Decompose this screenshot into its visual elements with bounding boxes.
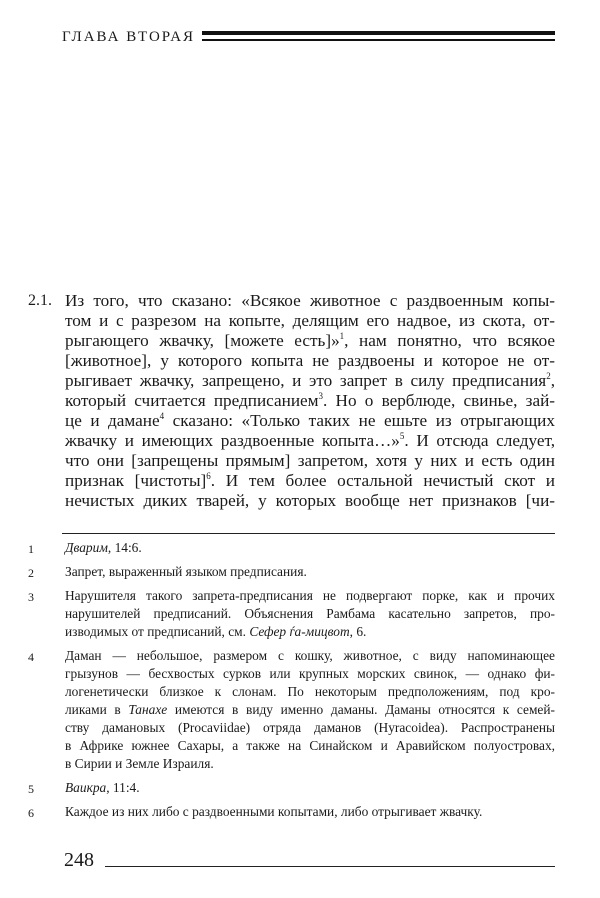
text-segment: . Но о верблюде, свинье, зай- [323,391,555,410]
text-segment: Сефер ѓа-мицвот [249,624,350,639]
footnote [28,803,555,821]
footnote-number: 5 [28,782,34,796]
text-line [65,719,555,737]
text-segment: нарушителей предписаний. Объяснения Рамбама касательно запретов, про- [65,606,555,621]
footnote-number: 4 [28,650,34,664]
footnotes [28,539,555,827]
text-segment: . И тем более остальной нечистый скот и [210,471,555,490]
footnote-number: 2 [28,566,34,580]
text-line [65,563,555,581]
text-segment: жвачку и имеющих раздвоенные копыта…» [65,431,400,450]
footnote-ref: 4 [159,411,165,421]
text-line [65,539,555,557]
text-line [65,737,555,755]
text-segment: [животное], у которого копыта не раздвоены и которое не от- [65,351,555,370]
footnote-number: 6 [28,806,34,820]
footnote-ref: 5 [399,431,405,441]
text-segment: в Сирии и Земле Израиля. [65,756,214,771]
footnote [28,647,555,773]
text-line [65,683,555,701]
text-line [65,431,555,451]
text-segment: . И отсюда следует, [404,431,555,450]
text-line [65,411,555,431]
text-line [65,647,555,665]
text-segment: ликами в [65,702,129,717]
text-segment: признак [чистоты] [65,471,207,490]
footnote-ref: 1 [339,331,345,341]
text-segment: что они [запрещены прямым] запретом, хотя у них и есть один [65,451,555,470]
footnote [28,587,555,641]
text-line [65,605,555,623]
text-segment: сказано: «Только таких не ешьте из отрыгающих [164,411,555,430]
text-line [65,351,555,371]
text-segment: ству дамановых (Procaviidae) отряда даманов (Hyracoidea). Распространены [65,720,555,735]
text-segment: логенетически близкое к слонам. По некоторым предположениям, под кро- [65,684,555,699]
footer-rule [105,866,555,867]
text-segment: Нарушителя такого запрета-предписания не подвергают порке, как и прочих [65,588,555,603]
text-segment: Из того, что сказано: «Всякое животное с раздвоенным копы- [65,291,555,310]
text-line [65,291,555,311]
text-line [65,311,555,331]
text-segment: рыгающего жвачку, [можете есть]» [65,331,340,350]
footnote-ref: 2 [546,371,551,381]
footnote [28,563,555,581]
text-line [65,491,555,511]
text-line [65,665,555,683]
paragraph-number: 2.1. [28,292,52,309]
footnote [28,779,555,797]
text-line [65,331,555,351]
text-segment: Даман — небольшое, размером с кошку, животное, с виду напоминающее [65,648,555,663]
text-line [65,471,555,491]
text-line [65,755,555,773]
text-segment: том и с разрезом на копыте, делящим его надвое, из скота, от- [65,311,555,330]
footnote-ref: 3 [318,391,324,401]
text-line [65,391,555,411]
text-line [65,371,555,391]
text-line [65,779,555,797]
text-segment: , 14:6. [107,540,142,555]
page-number: 248 [64,849,94,871]
footnote-ref: 6 [206,471,211,481]
chapter-header: ГЛАВА ВТОРАЯ [62,29,196,45]
footnote-separator [62,533,555,534]
text-line [65,623,555,641]
text-segment: Дварим [65,540,108,555]
text-line [65,701,555,719]
text-segment: , 11:4. [106,780,140,795]
text-segment: , 6. [349,624,367,639]
footnote-number: 1 [28,542,34,556]
text-segment: Ваикра [65,780,107,795]
header-rule [202,31,555,41]
text-segment: грызунов — бесхвостых сурков или крупных морских свинок, — однако фи- [65,666,555,681]
text-segment: , [550,371,555,390]
text-segment: в Африке южнее Сахары, а также на Синайском и Аравийском полуостровах, [65,738,555,753]
text-segment: Каждое из них либо с раздвоенными копытами, либо отрыгивает жвачку. [65,804,483,819]
footnote [28,539,555,557]
text-line [65,803,555,821]
text-line [65,587,555,605]
text-segment: Запрет, выраженный языком предписания. [65,564,307,579]
text-segment: который считается предписанием [65,391,319,410]
text-segment: , нам понятно, что всякое [344,331,555,350]
text-segment: це и дамане [65,411,160,430]
text-segment: нечистых диких тварей, у которых вообще нет признаков [чи- [65,491,555,510]
text-segment: имеются в виду именно даманы. Даманы относятся к семей- [167,702,555,717]
paragraph-body [65,291,555,511]
text-line [65,451,555,471]
text-segment: рыгивает жвачку, запрещено, и это запрет в силу предписания [65,371,547,390]
footnote-number: 3 [28,590,34,604]
text-segment: Танахе [128,702,168,717]
text-segment: изводимых от предписаний, см. [65,624,250,639]
